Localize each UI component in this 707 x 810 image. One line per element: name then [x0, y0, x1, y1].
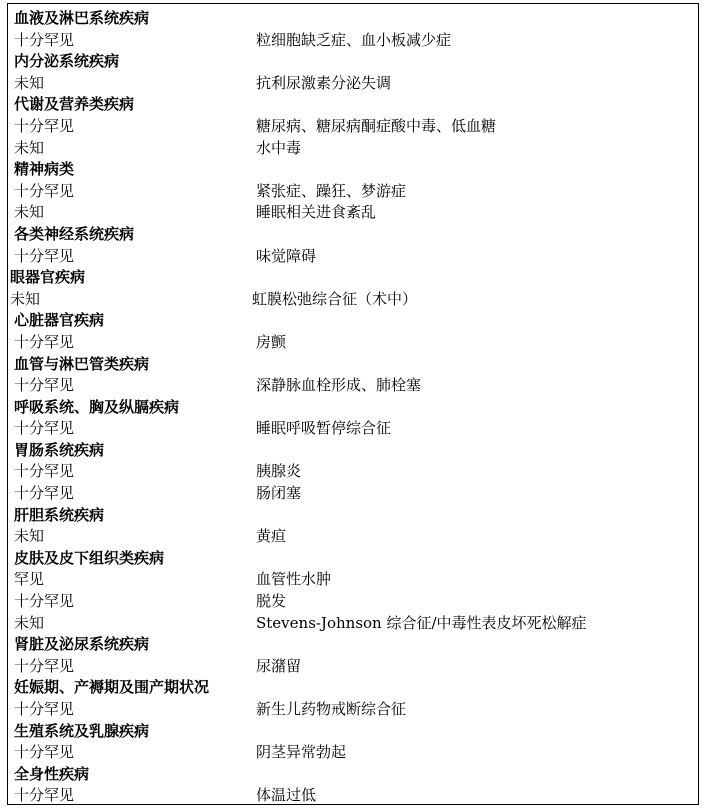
frequency-cell: 罕见 [14, 570, 45, 589]
frequency-cell: 十分罕见 [14, 462, 75, 481]
category-heading: 代谢及营养类疾病 [14, 95, 135, 114]
table-row [8, 461, 698, 483]
frequency-cell: 十分罕见 [14, 116, 75, 135]
table-row [8, 138, 698, 160]
table-row [8, 656, 698, 678]
reaction-cell: 体温过低 [256, 786, 317, 805]
category-heading: 妊娠期、产褥期及围产期状况 [14, 678, 210, 697]
table-row [8, 785, 698, 807]
frequency-cell: 未知 [14, 527, 45, 546]
category-heading: 肝胆系统疾病 [14, 505, 105, 524]
reaction-cell: 睡眠相关进食紊乱 [256, 203, 377, 222]
reaction-cell: 味觉障碍 [256, 246, 317, 265]
reaction-cell: 阴茎异常勃起 [256, 743, 347, 762]
category-heading: 心脏器官疾病 [14, 311, 105, 330]
category-heading: 精神病类 [14, 160, 75, 179]
reaction-cell: 虹膜松弛综合征（术中） [252, 289, 418, 308]
reaction-cell: 糖尿病、糖尿病酮症酸中毒、低血糖 [256, 116, 497, 135]
reaction-cell: 粒细胞缺乏症、血小板减少症 [256, 30, 452, 49]
frequency-cell: 十分罕见 [14, 30, 75, 49]
reaction-cell: 深静脉血栓形成、肺栓塞 [256, 376, 422, 395]
table-row [8, 332, 698, 354]
reaction-cell: 黄疸 [256, 527, 287, 546]
frequency-cell: 十分罕见 [14, 592, 75, 611]
table-row [8, 181, 698, 203]
table-row [8, 418, 698, 440]
reaction-cell: 新生儿药物戒断综合征 [256, 700, 407, 718]
table-row [8, 375, 698, 397]
frequency-cell: 十分罕见 [14, 376, 75, 395]
table-row [8, 526, 698, 548]
reaction-cell: 房颤 [256, 332, 287, 351]
frequency-cell: 十分罕见 [14, 700, 75, 718]
table-row [8, 742, 698, 764]
category-heading: 生殖系统及乳腺疾病 [14, 721, 150, 740]
reaction-cell: 尿潴留 [256, 656, 302, 675]
table-row [8, 246, 698, 268]
adverse-reaction-table [7, 3, 699, 805]
table-row [8, 73, 698, 95]
reaction-cell: 水中毒 [256, 138, 302, 157]
frequency-cell: 十分罕见 [14, 332, 75, 351]
category-heading: 皮肤及皮下组织类疾病 [14, 548, 165, 567]
frequency-cell: 十分罕见 [14, 419, 75, 438]
frequency-cell: 十分罕见 [14, 743, 75, 762]
table-row [8, 699, 698, 721]
table-row [8, 30, 698, 52]
reaction-cell: 胰腺炎 [256, 462, 302, 481]
frequency-cell: 十分罕见 [14, 181, 75, 200]
reaction-cell: 紧张症、躁狂、梦游症 [256, 181, 407, 200]
frequency-cell: 未知 [14, 138, 45, 157]
table-row [8, 569, 698, 591]
frequency-cell: 未知 [14, 613, 45, 632]
reaction-cell: 肠闭塞 [256, 484, 302, 503]
table-rows [8, 8, 698, 807]
reaction-cell: 血管性水肿 [256, 570, 332, 589]
reaction-cell: Stevens-Johnson 综合征/中毒性表皮坏死松解症 [256, 613, 587, 632]
category-heading: 肾脏及泌尿系统疾病 [14, 635, 150, 654]
category-heading: 胃肠系统疾病 [14, 440, 105, 459]
category-heading: 呼吸系统、胸及纵膈疾病 [14, 397, 180, 416]
category-heading: 各类神经系统疾病 [14, 224, 135, 243]
frequency-cell: 十分罕见 [14, 786, 75, 805]
frequency-cell: 未知 [10, 289, 41, 308]
reaction-cell: 睡眠呼吸暂停综合征 [256, 419, 392, 438]
category-heading: 血管与淋巴管类疾病 [14, 354, 150, 373]
frequency-cell: 十分罕见 [14, 656, 75, 675]
table-row [8, 116, 698, 138]
reaction-cell: 抗利尿激素分泌失调 [256, 73, 392, 92]
reaction-cell: 脱发 [256, 592, 287, 611]
category-heading: 眼器官疾病 [10, 268, 86, 287]
table-row [8, 591, 698, 613]
frequency-cell: 十分罕见 [14, 484, 75, 503]
table-row [8, 289, 698, 311]
frequency-cell: 未知 [14, 73, 45, 92]
table-row [8, 202, 698, 224]
table-row [8, 613, 698, 635]
category-heading: 内分泌系统疾病 [14, 52, 120, 71]
frequency-cell: 未知 [14, 203, 45, 222]
category-heading: 全身性疾病 [14, 764, 90, 783]
category-heading: 血液及淋巴系统疾病 [14, 9, 150, 27]
table-row [8, 483, 698, 505]
frequency-cell: 十分罕见 [14, 246, 75, 265]
